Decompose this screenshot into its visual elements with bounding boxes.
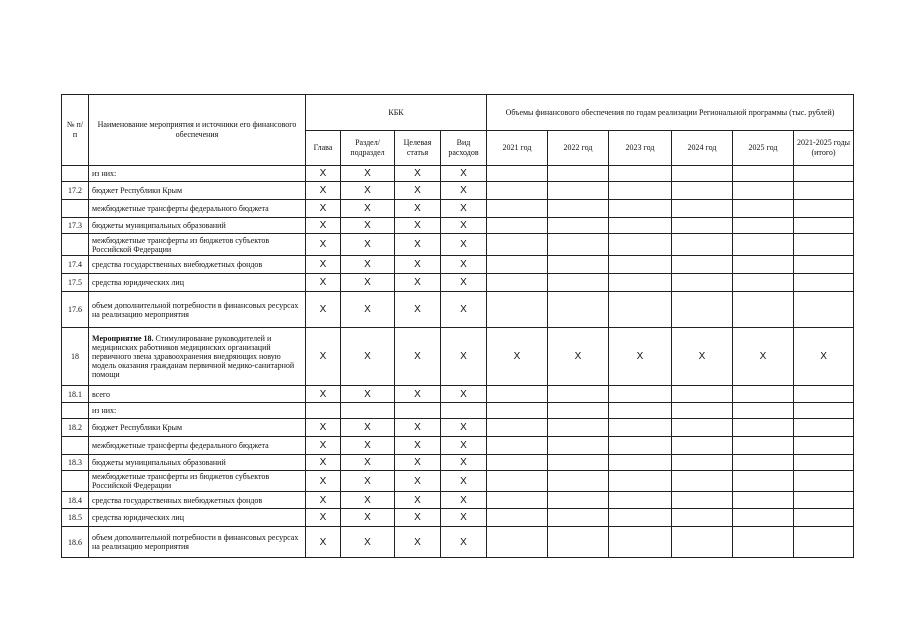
kbk-cell: X bbox=[341, 437, 395, 455]
year-cell bbox=[487, 256, 548, 274]
year-cell bbox=[733, 419, 794, 437]
year-cell bbox=[487, 455, 548, 471]
year-cell bbox=[733, 166, 794, 182]
table-row bbox=[62, 386, 854, 403]
kbk-cell: X bbox=[395, 527, 441, 558]
year-cell bbox=[487, 292, 548, 328]
kbk-cell: X bbox=[341, 182, 395, 200]
row-number: 18.4 bbox=[62, 492, 89, 509]
year-cell bbox=[609, 218, 672, 234]
year-cell bbox=[609, 437, 672, 455]
year-cell bbox=[487, 419, 548, 437]
row-name: бюджет Республики Крым bbox=[89, 419, 306, 437]
kbk-cell: X bbox=[395, 386, 441, 403]
kbk-cell: X bbox=[306, 234, 341, 256]
kbk-cell: X bbox=[395, 471, 441, 492]
year-cell bbox=[548, 166, 609, 182]
kbk-cell: X bbox=[341, 527, 395, 558]
year-cell bbox=[609, 509, 672, 527]
header-year: 2024 год bbox=[672, 131, 733, 166]
row-name: средства государственных внебюджетных фондов bbox=[89, 492, 306, 509]
year-cell bbox=[672, 182, 733, 200]
kbk-cell: X bbox=[306, 437, 341, 455]
row-name: всего bbox=[89, 386, 306, 403]
year-cell bbox=[548, 386, 609, 403]
row-number bbox=[62, 200, 89, 218]
year-cell: X bbox=[548, 328, 609, 386]
kbk-cell: X bbox=[306, 274, 341, 292]
table-row bbox=[62, 274, 854, 292]
year-cell bbox=[733, 182, 794, 200]
year-cell bbox=[609, 386, 672, 403]
year-cell: X bbox=[487, 328, 548, 386]
year-cell bbox=[733, 386, 794, 403]
year-cell bbox=[609, 274, 672, 292]
year-cell bbox=[794, 403, 854, 419]
kbk-cell: X bbox=[441, 166, 487, 182]
year-cell bbox=[733, 200, 794, 218]
year-cell bbox=[733, 437, 794, 455]
header-year: 2023 год bbox=[609, 131, 672, 166]
kbk-cell: X bbox=[395, 274, 441, 292]
year-cell bbox=[672, 492, 733, 509]
kbk-cell: X bbox=[306, 509, 341, 527]
row-number: 17.2 bbox=[62, 182, 89, 200]
year-cell bbox=[794, 234, 854, 256]
row-name: межбюджетные трансферты федерального бюджета bbox=[89, 437, 306, 455]
year-cell bbox=[733, 403, 794, 419]
kbk-cell: X bbox=[441, 455, 487, 471]
kbk-cell: X bbox=[341, 218, 395, 234]
table-row bbox=[62, 182, 854, 200]
header-num: № п/п bbox=[62, 95, 89, 166]
row-name: средства юридических лиц bbox=[89, 509, 306, 527]
row-number bbox=[62, 471, 89, 492]
row-number: 18.5 bbox=[62, 509, 89, 527]
table-row bbox=[62, 166, 854, 182]
year-cell bbox=[672, 274, 733, 292]
year-cell bbox=[609, 471, 672, 492]
kbk-cell: X bbox=[306, 455, 341, 471]
year-cell bbox=[672, 218, 733, 234]
header-year: 2022 год bbox=[548, 131, 609, 166]
row-name: объем дополнительной потребности в финансовых ресурсах на реализацию мероприятия bbox=[89, 527, 306, 558]
table-row bbox=[62, 234, 854, 256]
year-cell bbox=[794, 182, 854, 200]
row-name: бюджеты муниципальных образований bbox=[89, 455, 306, 471]
kbk-cell bbox=[441, 403, 487, 419]
year-cell bbox=[609, 419, 672, 437]
year-cell bbox=[672, 234, 733, 256]
header-name: Наименование мероприятия и источники его финансового обеспечения bbox=[89, 95, 306, 166]
year-cell bbox=[548, 182, 609, 200]
kbk-cell: X bbox=[395, 234, 441, 256]
header-kbk-col: Раздел/ подраздел bbox=[341, 131, 395, 166]
year-cell bbox=[672, 437, 733, 455]
kbk-cell: X bbox=[306, 218, 341, 234]
year-cell bbox=[548, 509, 609, 527]
row-name-text: Стимулирование руководителей и медицинских работников медицинских организаций первичного звена здравоохранения внедряющих новую модель оказания гражданам первичной медико-санитарной помощи bbox=[92, 334, 295, 379]
kbk-cell: X bbox=[441, 292, 487, 328]
kbk-cell: X bbox=[341, 471, 395, 492]
year-cell bbox=[794, 455, 854, 471]
kbk-cell: X bbox=[441, 218, 487, 234]
year-cell bbox=[548, 234, 609, 256]
financing-table bbox=[61, 94, 854, 558]
row-name: бюджет Республики Крым bbox=[89, 182, 306, 200]
row-name: из них: bbox=[89, 403, 306, 419]
year-cell bbox=[672, 256, 733, 274]
row-name: межбюджетные трансферты из бюджетов субъектов Российской Федерации bbox=[89, 234, 306, 256]
year-cell bbox=[548, 403, 609, 419]
row-number: 18.3 bbox=[62, 455, 89, 471]
year-cell bbox=[609, 234, 672, 256]
kbk-cell: X bbox=[441, 437, 487, 455]
year-cell bbox=[794, 419, 854, 437]
kbk-cell: X bbox=[341, 274, 395, 292]
kbk-cell: X bbox=[306, 386, 341, 403]
kbk-cell: X bbox=[341, 492, 395, 509]
header-kbk-col: Глава bbox=[306, 131, 341, 166]
table-row bbox=[62, 471, 854, 492]
kbk-cell: X bbox=[441, 419, 487, 437]
year-cell bbox=[794, 166, 854, 182]
row-name: межбюджетные трансферты из бюджетов субъектов Российской Федерации bbox=[89, 471, 306, 492]
year-cell bbox=[794, 292, 854, 328]
table-row bbox=[62, 292, 854, 328]
year-cell bbox=[733, 527, 794, 558]
year-cell bbox=[794, 218, 854, 234]
year-cell bbox=[794, 386, 854, 403]
table-row bbox=[62, 492, 854, 509]
year-cell bbox=[672, 471, 733, 492]
year-cell bbox=[548, 437, 609, 455]
year-cell bbox=[733, 234, 794, 256]
kbk-cell: X bbox=[341, 292, 395, 328]
kbk-cell: X bbox=[441, 509, 487, 527]
row-name-bold: Мероприятие 18. bbox=[92, 334, 154, 343]
row-number: 18.2 bbox=[62, 419, 89, 437]
kbk-cell: X bbox=[341, 328, 395, 386]
year-cell bbox=[487, 274, 548, 292]
year-cell bbox=[672, 386, 733, 403]
kbk-cell: X bbox=[341, 455, 395, 471]
table-row bbox=[62, 200, 854, 218]
header-year: 2021-2025 годы (итого) bbox=[794, 131, 854, 166]
year-cell bbox=[487, 437, 548, 455]
kbk-cell: X bbox=[341, 509, 395, 527]
year-cell bbox=[548, 419, 609, 437]
kbk-cell: X bbox=[441, 182, 487, 200]
header-volumes: Объемы финансового обеспечения по годам реализации Региональной программы (тыс. рублей) bbox=[487, 95, 854, 131]
kbk-cell: X bbox=[395, 182, 441, 200]
kbk-cell: X bbox=[306, 328, 341, 386]
row-number: 17.5 bbox=[62, 274, 89, 292]
year-cell bbox=[672, 292, 733, 328]
year-cell bbox=[672, 166, 733, 182]
row-number bbox=[62, 234, 89, 256]
kbk-cell: X bbox=[395, 437, 441, 455]
header-year: 2025 год bbox=[733, 131, 794, 166]
year-cell bbox=[733, 292, 794, 328]
year-cell bbox=[487, 509, 548, 527]
kbk-cell: X bbox=[441, 386, 487, 403]
year-cell bbox=[672, 200, 733, 218]
year-cell bbox=[609, 527, 672, 558]
row-number: 18.6 bbox=[62, 527, 89, 558]
row-number bbox=[62, 166, 89, 182]
year-cell bbox=[794, 256, 854, 274]
kbk-cell: X bbox=[441, 527, 487, 558]
kbk-cell: X bbox=[306, 471, 341, 492]
year-cell bbox=[794, 527, 854, 558]
year-cell: X bbox=[794, 328, 854, 386]
table-row bbox=[62, 437, 854, 455]
header-year: 2021 год bbox=[487, 131, 548, 166]
year-cell bbox=[548, 200, 609, 218]
kbk-cell: X bbox=[441, 328, 487, 386]
year-cell bbox=[672, 455, 733, 471]
year-cell bbox=[487, 166, 548, 182]
year-cell: X bbox=[609, 328, 672, 386]
table-row bbox=[62, 403, 854, 419]
row-name: бюджеты муниципальных образований bbox=[89, 218, 306, 234]
kbk-cell: X bbox=[306, 419, 341, 437]
year-cell bbox=[733, 455, 794, 471]
year-cell bbox=[794, 200, 854, 218]
header-kbk-col: Вид расходов bbox=[441, 131, 487, 166]
row-name bbox=[89, 328, 306, 386]
table-row bbox=[62, 455, 854, 471]
year-cell bbox=[487, 492, 548, 509]
kbk-cell: X bbox=[306, 166, 341, 182]
kbk-cell: X bbox=[395, 218, 441, 234]
kbk-cell bbox=[306, 403, 341, 419]
year-cell bbox=[733, 492, 794, 509]
kbk-cell: X bbox=[341, 234, 395, 256]
year-cell bbox=[548, 455, 609, 471]
kbk-cell: X bbox=[441, 256, 487, 274]
year-cell bbox=[548, 527, 609, 558]
year-cell bbox=[487, 234, 548, 256]
year-cell bbox=[609, 455, 672, 471]
kbk-cell: X bbox=[441, 471, 487, 492]
year-cell bbox=[548, 292, 609, 328]
kbk-cell: X bbox=[395, 455, 441, 471]
year-cell bbox=[609, 200, 672, 218]
year-cell bbox=[672, 403, 733, 419]
kbk-cell: X bbox=[395, 509, 441, 527]
year-cell bbox=[733, 509, 794, 527]
year-cell bbox=[609, 166, 672, 182]
kbk-cell: X bbox=[306, 492, 341, 509]
kbk-cell: X bbox=[395, 166, 441, 182]
table-row bbox=[62, 527, 854, 558]
year-cell bbox=[548, 471, 609, 492]
table-body bbox=[62, 166, 854, 558]
kbk-cell: X bbox=[395, 292, 441, 328]
kbk-cell: X bbox=[395, 419, 441, 437]
year-cell bbox=[733, 471, 794, 492]
year-cell bbox=[548, 218, 609, 234]
year-cell bbox=[487, 182, 548, 200]
row-name: объем дополнительной потребности в финансовых ресурсах на реализацию мероприятия bbox=[89, 292, 306, 328]
kbk-cell: X bbox=[341, 386, 395, 403]
year-cell bbox=[487, 527, 548, 558]
year-cell bbox=[487, 386, 548, 403]
year-cell bbox=[548, 256, 609, 274]
year-cell bbox=[487, 218, 548, 234]
kbk-cell: X bbox=[395, 328, 441, 386]
row-name: средства государственных внебюджетных фондов bbox=[89, 256, 306, 274]
kbk-cell: X bbox=[341, 200, 395, 218]
row-name: межбюджетные трансферты федерального бюджета bbox=[89, 200, 306, 218]
kbk-cell: X bbox=[395, 492, 441, 509]
year-cell bbox=[733, 218, 794, 234]
kbk-cell: X bbox=[306, 527, 341, 558]
year-cell bbox=[609, 182, 672, 200]
kbk-cell: X bbox=[441, 200, 487, 218]
table-row bbox=[62, 218, 854, 234]
kbk-cell: X bbox=[395, 256, 441, 274]
table-row bbox=[62, 419, 854, 437]
kbk-cell: X bbox=[306, 256, 341, 274]
row-number: 17.4 bbox=[62, 256, 89, 274]
kbk-cell: X bbox=[441, 492, 487, 509]
kbk-cell: X bbox=[341, 166, 395, 182]
row-number: 18 bbox=[62, 328, 89, 386]
year-cell bbox=[794, 437, 854, 455]
year-cell bbox=[794, 509, 854, 527]
year-cell bbox=[672, 509, 733, 527]
kbk-cell: X bbox=[306, 182, 341, 200]
header-kbk: КБК bbox=[306, 95, 487, 131]
year-cell bbox=[609, 292, 672, 328]
year-cell bbox=[794, 471, 854, 492]
kbk-cell: X bbox=[395, 200, 441, 218]
year-cell bbox=[487, 471, 548, 492]
row-number bbox=[62, 437, 89, 455]
year-cell bbox=[548, 274, 609, 292]
row-number bbox=[62, 403, 89, 419]
year-cell bbox=[609, 403, 672, 419]
year-cell bbox=[609, 492, 672, 509]
year-cell bbox=[609, 256, 672, 274]
year-cell: X bbox=[733, 328, 794, 386]
table-row bbox=[62, 509, 854, 527]
kbk-cell: X bbox=[441, 274, 487, 292]
row-number: 17.3 bbox=[62, 218, 89, 234]
year-cell bbox=[487, 200, 548, 218]
kbk-cell: X bbox=[341, 419, 395, 437]
row-number: 17.6 bbox=[62, 292, 89, 328]
kbk-cell: X bbox=[341, 256, 395, 274]
year-cell bbox=[672, 419, 733, 437]
kbk-cell bbox=[341, 403, 395, 419]
table-row bbox=[62, 256, 854, 274]
kbk-cell: X bbox=[306, 292, 341, 328]
year-cell bbox=[794, 492, 854, 509]
year-cell bbox=[672, 527, 733, 558]
row-name: средства юридических лиц bbox=[89, 274, 306, 292]
year-cell bbox=[733, 274, 794, 292]
year-cell bbox=[548, 492, 609, 509]
kbk-cell bbox=[395, 403, 441, 419]
year-cell bbox=[733, 256, 794, 274]
table-header bbox=[62, 95, 854, 166]
year-cell bbox=[487, 403, 548, 419]
kbk-cell: X bbox=[306, 200, 341, 218]
kbk-cell: X bbox=[441, 234, 487, 256]
table-row bbox=[62, 328, 854, 386]
row-number: 18.1 bbox=[62, 386, 89, 403]
header-kbk-col: Целевая статья bbox=[395, 131, 441, 166]
row-name: из них: bbox=[89, 166, 306, 182]
year-cell: X bbox=[672, 328, 733, 386]
year-cell bbox=[794, 274, 854, 292]
